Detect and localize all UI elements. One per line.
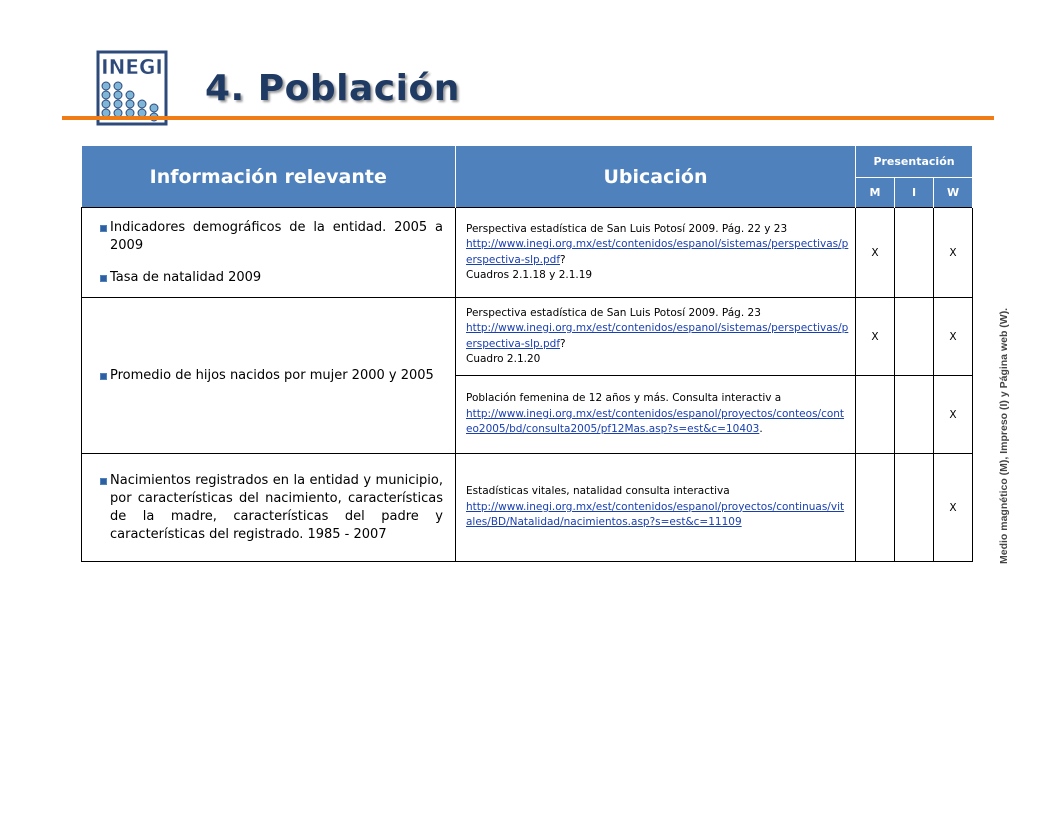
list-item [100, 269, 443, 287]
table-row [82, 298, 973, 376]
bullet-icon [100, 225, 107, 232]
info-item-text: Indicadores demográficos de la entidad. 2005 a 2009 [110, 219, 443, 253]
mark-w: X [934, 298, 973, 376]
mark-w: X [934, 454, 973, 562]
mark-i [895, 208, 934, 298]
mark-i [895, 376, 934, 454]
bullet-icon [100, 275, 107, 282]
location-note: Cuadro 2.1.20 [466, 353, 541, 365]
table-row [82, 208, 973, 298]
side-note-legend: Medio magnético (M), Impreso (I) y Página web (W). [998, 307, 1010, 564]
location-cell [456, 208, 856, 298]
location-cell [456, 454, 856, 562]
page-title: 4. Población [205, 68, 460, 109]
location-source: Estadísticas vitales, natalidad consulta interactiva [466, 485, 730, 498]
location-source: Población femenina de 12 años y más. Consulta interactiv a [466, 392, 782, 405]
logo-wordmark: INEGI [101, 55, 163, 79]
list-item [100, 472, 443, 544]
info-cell [82, 454, 456, 562]
mark-i [895, 298, 934, 376]
info-cell [82, 208, 456, 298]
info-item-text: Tasa de natalidad 2009 [110, 269, 262, 285]
inegi-logo [96, 50, 168, 126]
table-row [82, 454, 973, 562]
location-cell [456, 298, 856, 376]
location-source: Perspectiva estadística de San Luis Potosí 2009. Pág. 23 [466, 306, 761, 319]
location-link[interactable]: http://www.inegi.org.mx/est/contenidos/espanol/proyectos/conteos/conteo2005/bd/consulta2005/pf12Mas.asp?s=est&c=10403 [466, 407, 845, 436]
info-item-text: Promedio de hijos nacidos por mujer 2000 y 2005 [110, 367, 434, 383]
header-ubicacion: Ubicación [456, 146, 856, 208]
title-divider [62, 116, 994, 120]
header-presentacion: Presentación [856, 146, 973, 178]
info-cell [82, 298, 456, 454]
info-item-text: Nacimientos registrados en la entidad y municipio, por características del nacimiento, características de la madre, características del padre y características del registrado. 1985 - 2007 [110, 472, 443, 542]
location-link[interactable]: http://www.inegi.org.mx/est/contenidos/espanol/sistemas/perspectivas/perspectiva-slp.pdf [466, 322, 849, 350]
location-link-suffix: ? [560, 253, 566, 266]
location-link[interactable]: http://www.inegi.org.mx/est/contenidos/espanol/proyectos/continuas/vitales/BD/Natalidad/nacimientos.asp?s=est&c=11109 [466, 500, 845, 529]
bullet-icon [100, 478, 107, 485]
location-note: Cuadros 2.1.18 y 2.1.19 [466, 269, 593, 281]
mark-m: X [856, 298, 895, 376]
mark-m [856, 376, 895, 454]
mark-i [895, 454, 934, 562]
population-info-table [81, 146, 973, 562]
mark-w: X [934, 208, 973, 298]
location-cell [456, 376, 856, 454]
location-link-suffix: . [759, 423, 763, 436]
inegi-logo-graphic [96, 50, 168, 126]
location-link[interactable]: http://www.inegi.org.mx/est/contenidos/espanol/sistemas/perspectivas/perspectiva-slp.pdf [466, 238, 849, 266]
location-link-suffix: ? [560, 337, 566, 350]
list-item [100, 219, 443, 255]
header-m: M [856, 178, 895, 208]
mark-m: X [856, 208, 895, 298]
mark-m [856, 454, 895, 562]
header-info-relevante: Información relevante [82, 146, 456, 208]
header-i: I [895, 178, 934, 208]
bullet-icon [100, 373, 107, 380]
list-item [100, 367, 443, 385]
location-source: Perspectiva estadística de San Luis Potosí 2009. Pág. 22 y 23 [466, 222, 788, 235]
mark-w: X [934, 376, 973, 454]
header-w: W [934, 178, 973, 208]
